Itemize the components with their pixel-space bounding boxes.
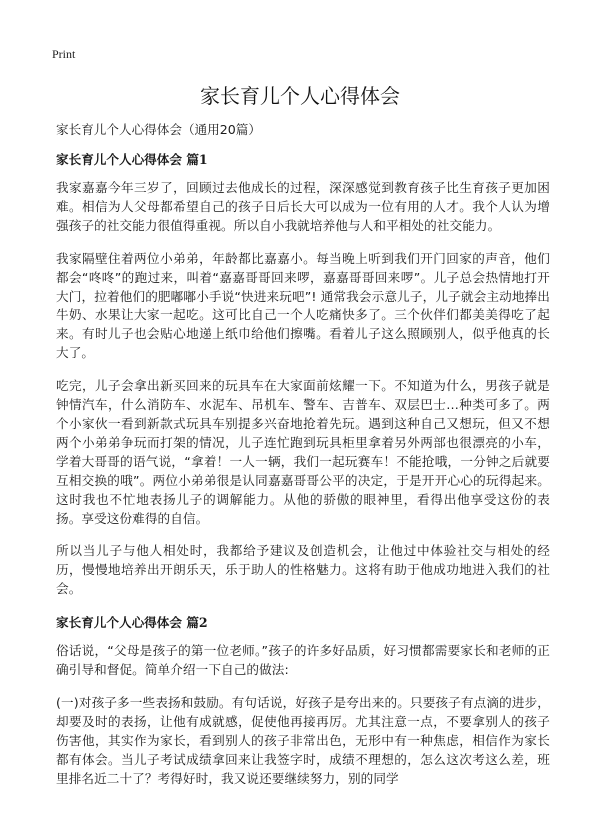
section-1 [56, 150, 550, 599]
section-2 [56, 613, 550, 788]
section-heading: 家长育儿个人心得体会 篇2 [56, 615, 208, 631]
section-heading: 家长育儿个人心得体会 篇1 [56, 152, 208, 167]
paragraph: 所以当儿子与他人相处时，我都给予建议及创造机会，让他过中体验社交与相处的经历，慢慢地培养出开朗乐天，乐于助人的性格魅力。这将有助于他成功地进入我们的社会。 [56, 543, 550, 597]
print-link[interactable]: Print [52, 47, 76, 61]
document-body [56, 120, 550, 802]
paragraph: 俗话说，“父母是孩子的第一位老师。”孩子的许多好品质，好习惯都需要家长和老师的正确引导和督促。简单介绍一下自己的做法: [56, 643, 550, 678]
document-subtitle: 家长育儿个人心得体会（通用20篇） [56, 122, 261, 137]
paragraph: (一)对孩子多一些表扬和鼓励。有句话说，好孩子是夸出来的。只要孩子有点滴的进步，却要及时的表扬，让他有成就感，促使他再接再厉。尤其注意一点，不要拿别人的孩子伤害他，其实作为家长，看到别人的孩子非常出色，无形中有一种焦虑，相信作为家长都有体会。当儿子考试成绩拿回来让我签字时，成绩不理想的，怎么这次考这么差，班里排名近二十了？考得好时，我又说还要继续努力，别的同学 [56, 694, 550, 786]
paragraph: 吃完，儿子会拿出新买回来的玩具车在大家面前炫耀一下。不知道为什么，男孩子就是钟情汽车，什么消防车、水泥车、吊机车、警车、吉普车、双层巴士…种类可多了。两个小家伙一看到新款式玩具车别提多兴奋地抢着先玩。遇到这种自己又想玩，但又不想两个小弟弟争玩而打架的情况，儿子连忙跑到玩具柜里拿着另外两部也很漂亮的小车，学着大哥哥的语气说，“拿着！一人一辆，我们一起玩赛车！不能抢哦，一分钟之后就要互相交换的哦”。两位小弟弟很是认同嘉嘉哥哥公平的决定，于是开开心心的玩得起来。这时我也不忙地表扬儿子的调解能力。从他的骄傲的眼神里，看得出他享受这份的表扬。享受这份难得的自信。 [56, 378, 550, 526]
paragraph: 我家嘉嘉今年三岁了，回顾过去他成长的过程，深深感觉到教育孩子比生育孩子更加困难。相信为人父母都希望自己的孩子日后长大可以成为一位有用的人才。我个人认为增强孩子的社交能力很值得重视。所以自小我就培养他与人和平相处的社交能力。 [56, 180, 550, 233]
paragraph: 我家隔壁住着两位小弟弟，年龄都比嘉嘉小。每当晚上听到我们开门回家的声音，他们都会“咚咚”的跑过来，叫着“嘉嘉哥哥回来啰，嘉嘉哥哥回来啰”。儿子总会热情地打开大门，拉着他们的肥嘟嘟小手说“快进来玩吧”! 通常我会示意儿子，儿子就会主动地捧出牛奶、水果让大家一起吃。这可比自己一个人吃痛快多了。三个伙伴们都美美得吃了起来。有时儿子也会贴心地递上纸巾给他们擦嘴。看着儿子这么照顾别人，似乎他真的长大了。 [56, 250, 550, 361]
document-title: 家长育儿个人心得体会 [200, 84, 400, 108]
